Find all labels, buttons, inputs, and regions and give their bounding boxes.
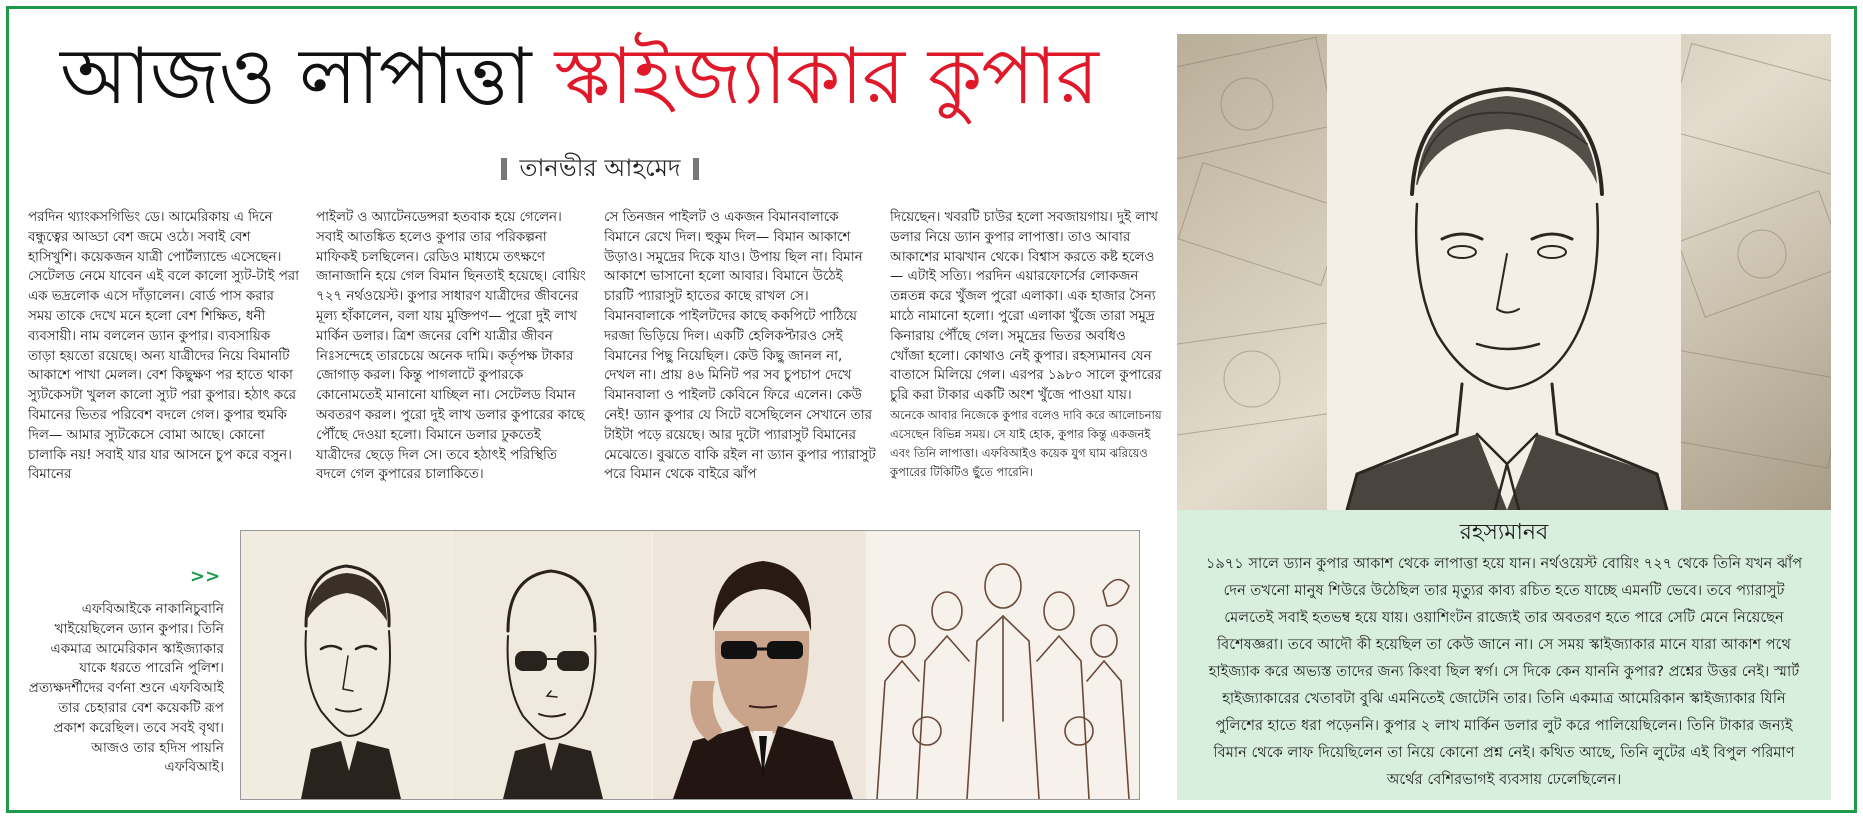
article-text-small: অনেকে আবার নিজেকে কুপার বলেও দাবি করে আলোচনায় এসেছেন বিভিন্ন সময়। সে যাই হোক, কুপার কিন্তু একজনই এবং তিনি লাপাত্তা। এফবিআইও কয়েক যুগ ঘাম ঝরিয়েও কুপারের টিকিটিও ছুঁতে পারেনি। [890,407,1162,479]
caption-text: এফবিআইকে নাকানিচুবানি খাইয়েছিলেন ড্যান কুপার। তিনি একমাত্র আমেরিকান স্কাইজ্যাকার যাকে ধরতে পারেনি পুলিশ। প্রত্যক্ষদর্শীদের বর্ণনা শুনে এফবিআই তার চেহারার বেশ কয়েকটি রূপ প্রকাশ করেছিল। তবে সবই বৃথা। আজও তার হদিস পায়নি এফবিআই। [28,601,224,776]
agent-man-icon [653,531,865,799]
article-text: পরদিন থ্যাংকসগিভিং ডে। আমেরিকায় এ দিনে বন্ধুত্বের আড্ডা বেশ জমে ওঠে। সবাই বেশ হাসিখুশি। কয়েকজন যাত্রী পোর্টল্যান্ডে এসেছেন। সেটেলড নেমে যাবেন এই বলে কালো স্যুট-টাই পরা এক ভদ্রলোক এসে দাঁড়ালেন। বোর্ড পাস করার সময় তাকে দেখে মনে হলো বেশ শিক্ষিত, ধনী ব্যবসায়ী। নাম বললেন ড্যান কুপার। ব্যবসায়িক তাড়া হয়তো রয়েছে। অন্য যাত্রীদের নিয়ে বিমানটি আকাশে পাখা মেলল। বেশ কিছুক্ষণ পর হাতে থাকা স্যুটকেসটা খুলল কালো স্যুট পরা কুপার। হঠাৎ করে বিমানের ভিতর পরিবেশ বদলে গেল। কুপার হুমকি দিল— আমার স্যুটকেসে বোমা আছে। কোনো চালাকি নয়! সবাই যার যার আসনে চুপ করে বসুন। বিমানের [28,210,300,483]
byline-author: তানভীর আহমেদ [519,154,681,182]
sketch-panel-4 [867,531,1139,799]
sidebar-box [1177,510,1831,800]
sidebar-title: রহস্যমানব [1459,520,1549,545]
byline-bar-right [693,158,699,180]
sketch-panel-2 [453,531,651,799]
sketch-panel-1 [241,531,451,799]
article-text: দিয়েছেন। খবরটি চাউর হলো সবজায়গায়। দুই লাখ ডলার নিয়ে ড্যান কুপার লাপাত্তা। তাও আবার আকাশের মাঝখান থেকে। বিশ্বাস করতে কষ্ট হলেও— এটাই সত্যি। পরদিন এয়ারফোর্সের লোকজন তন্নতন্ন করে খুঁজল পুরো এলাকা। এক হাজার সৈন্য মাঠে নামানো হলো। পুরো এলাকা খুঁজে তারা সমুদ্র কিনারায় পৌঁছে গেল। সমুদ্রের ভিতর অবধিও খোঁজা হলো। কোথাও নেই কুপার। রহস্যমানব যেন বাতাসে মিলিয়ে গেল। এরপর ১৯৮০ সালে কুপারের চুরি করা টাকার একটি অংশ খুঁজে পাওয়া যায়। [890,210,1162,404]
headline [60,22,1140,132]
byline [470,148,730,188]
article-column-1 [28,208,300,508]
sketch-strip [240,530,1140,800]
article-column-4 [890,208,1162,508]
sketch-sunglasses-face-icon [453,531,651,799]
article-column-2 [316,208,588,508]
money-background-icon [1177,34,1831,510]
article-column-3 [604,208,876,508]
caption-arrow-icon: >> [190,566,221,587]
byline-bar-left [501,158,507,180]
article-text: সে তিনজন পাইলট ও একজন বিমানবালাকে বিমানে রেখে দিল। হুকুম দিল— বিমান আকাশে উড়াও। সমুদ্রের দিকে যাও। উপায় ছিল না। বিমান আকাশে ভাসানো হলো আবার। বিমানে উঠেই চারটি প্যারাসুট হাতের কাছে রাখল সে। বিমানবালাকে পাইলটদের কাছে ককপিটে পাঠিয়ে দরজা ভিড়িয়ে দিল। একটি হেলিকপ্টারও সেই বিমানের পিছু নিয়েছিল। কেউ কিছু জানল না, দেখল না। প্রায় ৪৬ মিনিট পর সব চুপচাপ দেখে বিমানবালা ও পাইলট কেবিনে ফিরে এলেন। কেউ নেই! ড্যান কুপার যে সিটে বসেছিলেন সেখানে তার টাইটা পড়ে রয়েছে। আর দুটো প্যারাসুট বিমানের মেঝেতে। বুঝতে বাকি রইল না ড্যান কুপার প্যারাসুট পরে বিমান থেকে বাইরে ঝাঁপ [604,210,876,483]
headline-red: স্কাইজ্যাকার কুপার [554,32,1098,122]
cooper-sketch-photo [1177,34,1831,510]
group-of-men-icon [867,531,1139,799]
sidebar-body: ১৯৭১ সালে ড্যান কুপার আকাশ থেকে লাপাত্তা হয়ে যান। নর্থওয়েস্ট বোয়িং ৭২৭ থেকে তিনি যখন ঝাঁপ দেন তখনো মানুষ শিউরে উঠেছিল তার মৃত্যুর কাব্য রচিত হতে যাচ্ছে এমনটি ভেবে। তবে প্যারাসুট মেলতেই সবাই হতভম্ব হয়ে যায়। ওয়াশিংটন রাজ্যেই তার অবতরণ হতে পারে সেটি মেনে নিয়েছেন বিশেষজ্ঞরা। তবে আদৌ কী হয়েছিল তা কেউ জানে না। সে সময় স্কাইজ্যাকার মানে যারা আকাশ পথে হাইজ্যাক করে অভ্যস্ত তাদের জন্য কিংবা ছিল স্বর্গ। সে দিকে কেন যাননি কুপার? প্রশ্নের উত্তর নেই। স্মার্ট হাইজ্যাকারের খেতাবটা বুঝি এমনিতেই জোটেনি তার। তিনি একমাত্র আমেরিকান স্কাইজ্যাকার যিনি পুলিশের হাতে ধরা পড়েননি। কুপার ২ লাখ মার্কিন ডলার লুট করে পালিয়েছিলেন। তিনি টাকার জন্যই বিমান থেকে লাফ দিয়েছিলেন তা নিয়ে কোনো প্রশ্ন নেই। কথিত আছে, তিনি লুটের এই বিপুল পরিমাণ অর্থের বেশিরভাগই ব্যবসায় ঢেলেছিলেন। [1205,555,1803,788]
sketch-panel-3 [653,531,865,799]
sketch-face-icon [241,531,451,799]
article-text: পাইলট ও অ্যাটেনডেন্সরা হতবাক হয়ে গেলেন। সবাই আতঙ্কিত হলেও কুপার তার পরিকল্পনা মাফিকই চলছিলেন। রেডিও মাধ্যমে তৎক্ষণে জানাজানি হয়ে গেল বিমান ছিনতাই হয়েছে। বোয়িং ৭২৭ নর্থওয়েস্ট। কুপার সাধারণ যাত্রীদের জীবনের মূল্য হাঁকালেন, বলা যায় মুক্তিপণ— পুরো দুই লাখ মার্কিন ডলার। ত্রিশ জনের বেশি যাত্রীর জীবন নিঃসন্দেহে তারচেয়ে অনেক দামি। কর্তৃপক্ষ টাকার জোগাড় করল। কিন্তু পাগলাটে কুপারকে কোনোমতেই মানানো যাচ্ছিল না। সেটেলড বিমান অবতরণ করল। পুরো দুই লাখ ডলার কুপারের কাছে পৌঁছে দেওয়া হলো। বিমানে ডলার ঢুকতেই যাত্রীদের ছেড়ে দিল সে। তবে হঠাৎই পরিস্থিতি বদলে গেল কুপারের চালাকিতে। [316,210,586,483]
headline-black: আজও লাপাত্তা [60,32,531,122]
